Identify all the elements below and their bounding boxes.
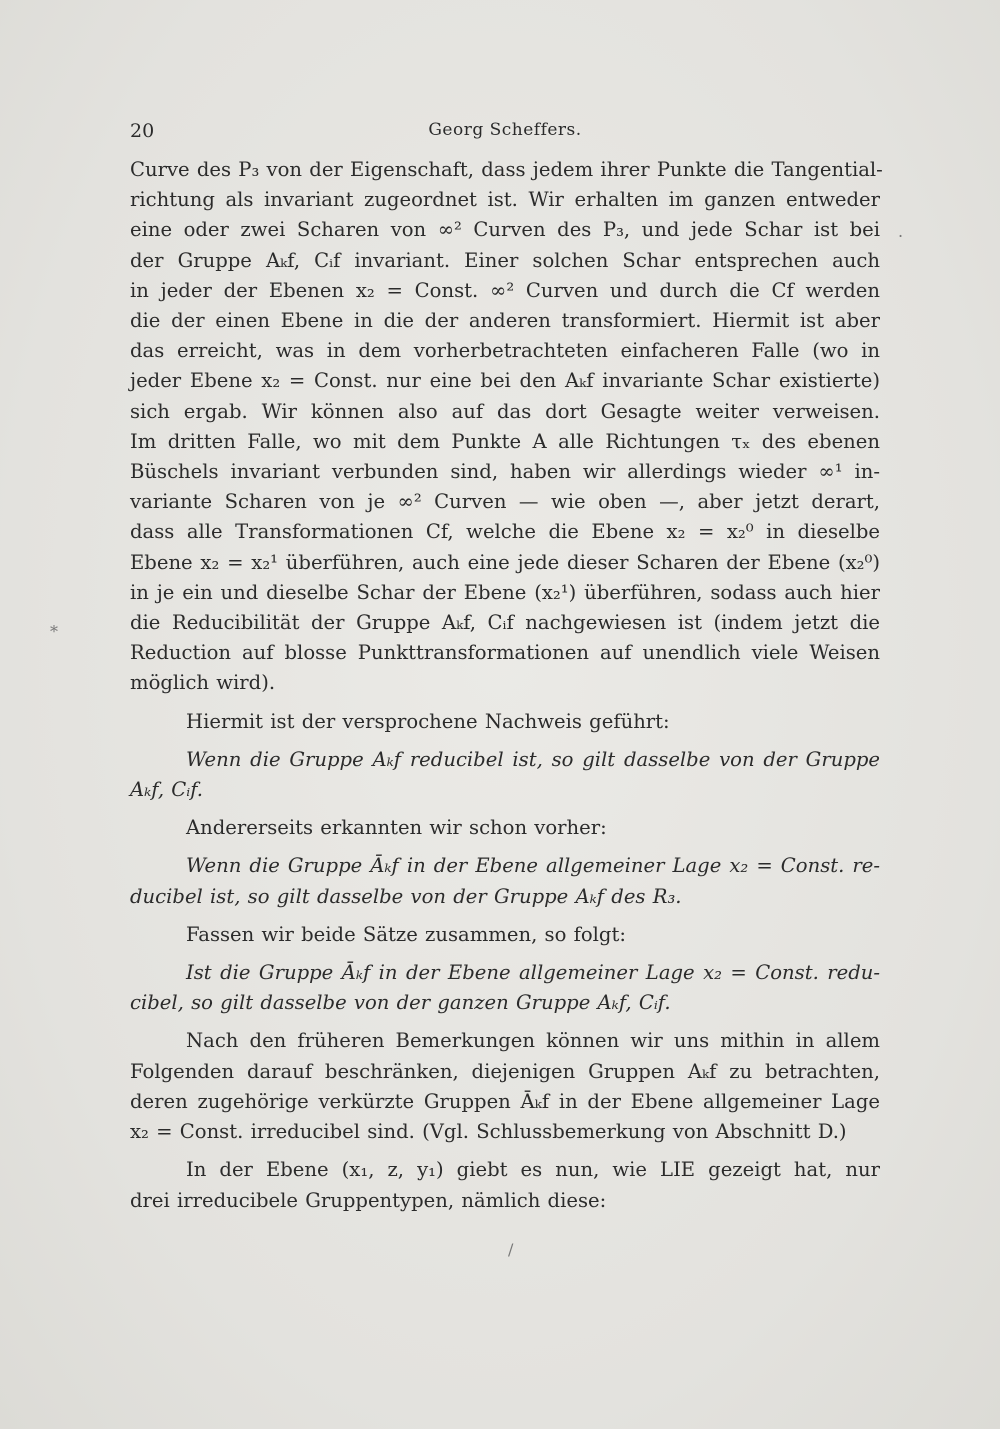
paragraph xyxy=(130,1155,880,1215)
text-line: möglich wird). xyxy=(130,671,276,695)
body-text xyxy=(130,155,883,1216)
text-line: Ist die Gruppe Āₖf in der Ebene allgemeiner Lage x₂ = Const. redu- xyxy=(186,961,880,985)
paragraph-gap xyxy=(130,950,880,958)
text-line: sich ergab. Wir können also auf das dort Gesagte weiter verweisen. xyxy=(130,399,880,423)
paragraph-gap xyxy=(130,737,880,745)
text-line: Im dritten Falle, wo mit dem Punkte A alle Richtungen τₓ des ebenen xyxy=(130,429,880,453)
text-line: dass alle Transformationen Cf, welche die Ebene x₂ = x₂⁰ in dieselbe xyxy=(130,520,880,544)
text-line: Ebene x₂ = x₂¹ überführen, auch eine jede dieser Scharen der Ebene (x₂⁰) xyxy=(130,550,880,574)
text-line: deren zugehörige verkürzte Gruppen Āₖf in der Ebene allgemeiner Lage xyxy=(130,1089,880,1113)
text-line: variante Scharen von je ∞² Curven — wie oben —, aber jetzt derart, xyxy=(130,490,880,514)
text-line: Aₖf, Cᵢf. xyxy=(130,778,204,802)
text-line: Reduction auf blosse Punkttransformationen auf unendlich viele Weisen xyxy=(130,641,880,665)
text-line: die Reducibilität der Gruppe Aₖf, Cᵢf nachgewiesen ist (indem jetzt die xyxy=(130,611,880,635)
text-line: In der Ebene (x₁, z, y₁) giebt es nun, wie LIE gezeigt hat, nur xyxy=(186,1158,880,1182)
text-line: eine oder zwei Scharen von ∞² Curven des P₃, und jede Schar ist bei xyxy=(130,218,880,242)
paragraph-gap xyxy=(130,1018,880,1026)
text-line: richtung als invariant zugeordnet ist. Wir erhalten im ganzen entweder xyxy=(130,188,880,212)
page-header xyxy=(130,120,880,150)
paragraph xyxy=(130,920,880,950)
text-line: in jeder der Ebenen x₂ = Const. ∞² Curven und durch die Cf werden xyxy=(130,278,880,302)
text-line: x₂ = Const. irreducibel sind. (Vgl. Schlussbemerkung von Abschnitt D.) xyxy=(130,1120,847,1144)
text-line: Folgenden darauf beschränken, diejenigen Gruppen Aₖf zu betrachten, xyxy=(130,1059,880,1083)
running-head: Georg Scheffers. xyxy=(428,120,582,140)
text-line: Curve des P₃ von der Eigenschaft, dass jedem ihrer Punkte die Tangential- xyxy=(130,158,883,181)
text-line: Hiermit ist der versprochene Nachweis geführt: xyxy=(186,709,670,733)
text-line: jeder Ebene x₂ = Const. nur eine bei den Aₖf invariante Schar existierte) xyxy=(130,369,880,393)
theorem-paragraph xyxy=(130,745,880,805)
text-line: der Gruppe Aₖf, Cᵢf invariant. Einer solchen Schar entsprechen auch xyxy=(130,248,880,272)
text-line: ducibel ist, so gilt dasselbe von der Gruppe Aₖf des R₃. xyxy=(130,884,682,908)
text-line: Büschels invariant verbunden sind, haben wir allerdings wieder ∞¹ in- xyxy=(130,460,880,484)
text-line: in je ein und dieselbe Schar der Ebene (x₂¹) überführen, sodass auch hier xyxy=(130,580,880,604)
text-line: Fassen wir beide Sätze zusammen, so folgt: xyxy=(186,922,626,946)
text-line: cibel, so gilt dasselbe von der ganzen Gruppe Aₖf, Cᵢf. xyxy=(130,991,671,1015)
text-line: Wenn die Gruppe Āₖf in der Ebene allgemeiner Lage x₂ = Const. re- xyxy=(186,854,880,878)
paragraph-gap xyxy=(130,1147,880,1155)
theorem-paragraph xyxy=(130,958,880,1018)
paragraph xyxy=(130,155,883,699)
text-line: Andererseits erkannten wir schon vorher: xyxy=(186,816,607,840)
margin-speck: / xyxy=(508,1240,514,1259)
margin-speck: * xyxy=(50,622,58,641)
margin-speck: . xyxy=(898,222,904,241)
paragraph-gap xyxy=(130,912,880,920)
text-line: Nach den früheren Bemerkungen können wir uns mithin in allem xyxy=(186,1029,880,1053)
paragraph-gap xyxy=(130,843,880,851)
paragraph xyxy=(130,1026,880,1147)
theorem-paragraph xyxy=(130,851,880,911)
paragraph-gap xyxy=(130,805,880,813)
text-line: drei irreducibele Gruppentypen, nämlich diese: xyxy=(130,1188,607,1212)
paragraph xyxy=(130,707,880,737)
text-line: das erreicht, was in dem vorherbetrachteten einfacheren Falle (wo in xyxy=(130,339,880,363)
paragraph xyxy=(130,813,880,843)
page-number: 20 xyxy=(130,120,155,142)
paragraph-gap xyxy=(130,699,880,707)
text-line: Wenn die Gruppe Aₖf reducibel ist, so gilt dasselbe von der Gruppe xyxy=(186,747,880,771)
text-line: die der einen Ebene in die der anderen transformiert. Hiermit ist aber xyxy=(130,309,880,333)
